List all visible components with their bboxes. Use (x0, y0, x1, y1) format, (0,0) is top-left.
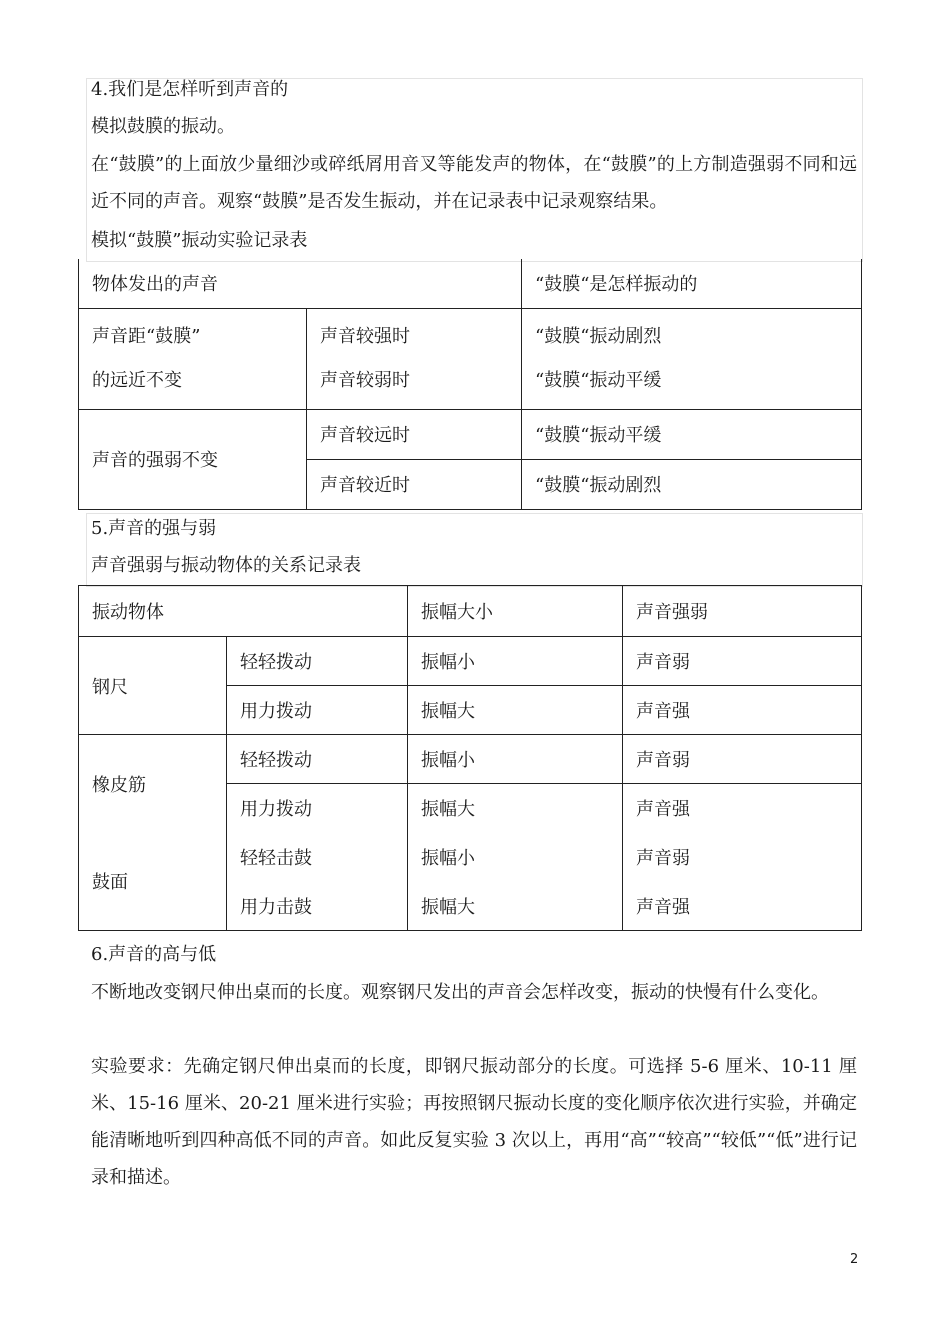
action-cell: 用力拨动 (227, 784, 408, 833)
amplitude-cell: 振幅大 (408, 784, 623, 833)
amplitude-cell: 振幅大 (408, 686, 623, 735)
section6-heading: 6.声音的高与低 (91, 944, 217, 965)
action-cell: 轻轻拨动 (227, 637, 408, 686)
table-row (79, 586, 862, 637)
page-number: 2 (850, 1252, 859, 1267)
header-vibration: “鼓膜“是怎样振动的 (522, 259, 862, 308)
loudness-cell: 声音弱 (623, 833, 862, 882)
result-cell: “鼓膜“振动平缓 (522, 409, 862, 459)
loudness-cell: 声音强 (623, 686, 862, 735)
object-cell: 鼓面 (79, 833, 227, 931)
section4-table-title: 模拟“鼓膜”振动实验记录表 (91, 230, 308, 251)
section4-paragraph: 在“鼓膜”的上面放少量细沙或碎纸屑用音叉等能发声的物体，在“鼓膜”的上方制造强弱不同和远近不同的声音。观察“鼓膜”是否发生振动，并在记录表中记录观察结果。 (91, 154, 857, 212)
object-cell: 橡皮筋 (79, 735, 227, 833)
table-row (79, 259, 862, 308)
header-amplitude: 振幅大小 (408, 586, 623, 637)
section4-heading: 4.我们是怎样听到声音的 (91, 79, 289, 100)
group1-label: 声音距“鼓膜” 的远近不变 (79, 308, 307, 409)
header-sound: 物体发出的声音 (79, 259, 522, 308)
action-cell: 轻轻拨动 (227, 735, 408, 784)
group1-results (522, 308, 862, 409)
condition-cell: 声音较近时 (307, 459, 522, 509)
amplitude-cell: 振幅小 (408, 637, 623, 686)
loudness-cell: 声音强 (623, 882, 862, 931)
condition-cell: 声音较强时 (320, 325, 410, 347)
loudness-table (78, 585, 862, 931)
table-row (79, 735, 862, 784)
eardrum-experiment-table (78, 259, 862, 510)
result-cell: “鼓膜“振动平缓 (535, 369, 662, 391)
section5-table-title: 声音强弱与振动物体的关系记录表 (91, 555, 361, 576)
header-loudness: 声音强弱 (623, 586, 862, 637)
table-row (79, 308, 862, 409)
section6-paragraph2: 实验要求：先确定钢尺伸出桌而的长度，即钢尺振动部分的长度。可选择 5-6 厘米、10-11 厘米、15-16 厘米、20-21 厘米进行实验；再按照钢尺振动长度的变化顺序依次进行实验，并确定能清晰地听到四种高低不同的声音。如此反复实验 3 次以上，再用“高”“较高”“较低”“低”进行记录和描述。 (91, 1056, 857, 1188)
action-cell: 用力击鼓 (227, 882, 408, 931)
amplitude-cell: 振幅小 (408, 735, 623, 784)
table-row (79, 637, 862, 686)
section5-heading: 5.声音的强与弱 (91, 518, 217, 539)
condition-cell: 声音较弱时 (320, 369, 410, 391)
group2-label: 声音的强弱不变 (79, 409, 307, 509)
loudness-cell: 声音弱 (623, 637, 862, 686)
header-object: 振动物体 (79, 586, 408, 637)
loudness-cell: 声音弱 (623, 735, 862, 784)
section4-subheading: 模拟鼓膜的振动。 (91, 116, 235, 137)
result-cell: “鼓膜“振动剧烈 (522, 459, 862, 509)
table-row (79, 833, 862, 882)
loudness-cell: 声音强 (623, 784, 862, 833)
action-cell: 用力拨动 (227, 686, 408, 735)
condition-cell: 声音较远时 (307, 409, 522, 459)
amplitude-cell: 振幅小 (408, 833, 623, 882)
action-cell: 轻轻击鼓 (227, 833, 408, 882)
table-row (79, 409, 862, 459)
object-cell: 钢尺 (79, 637, 227, 735)
amplitude-cell: 振幅大 (408, 882, 623, 931)
section6-paragraph1: 不断地改变钢尺伸出桌而的长度。观察钢尺发出的声音会怎样改变，振动的快慢有什么变化。 (91, 982, 829, 1003)
group1-conditions (307, 308, 522, 409)
result-cell: “鼓膜“振动剧烈 (535, 325, 662, 347)
